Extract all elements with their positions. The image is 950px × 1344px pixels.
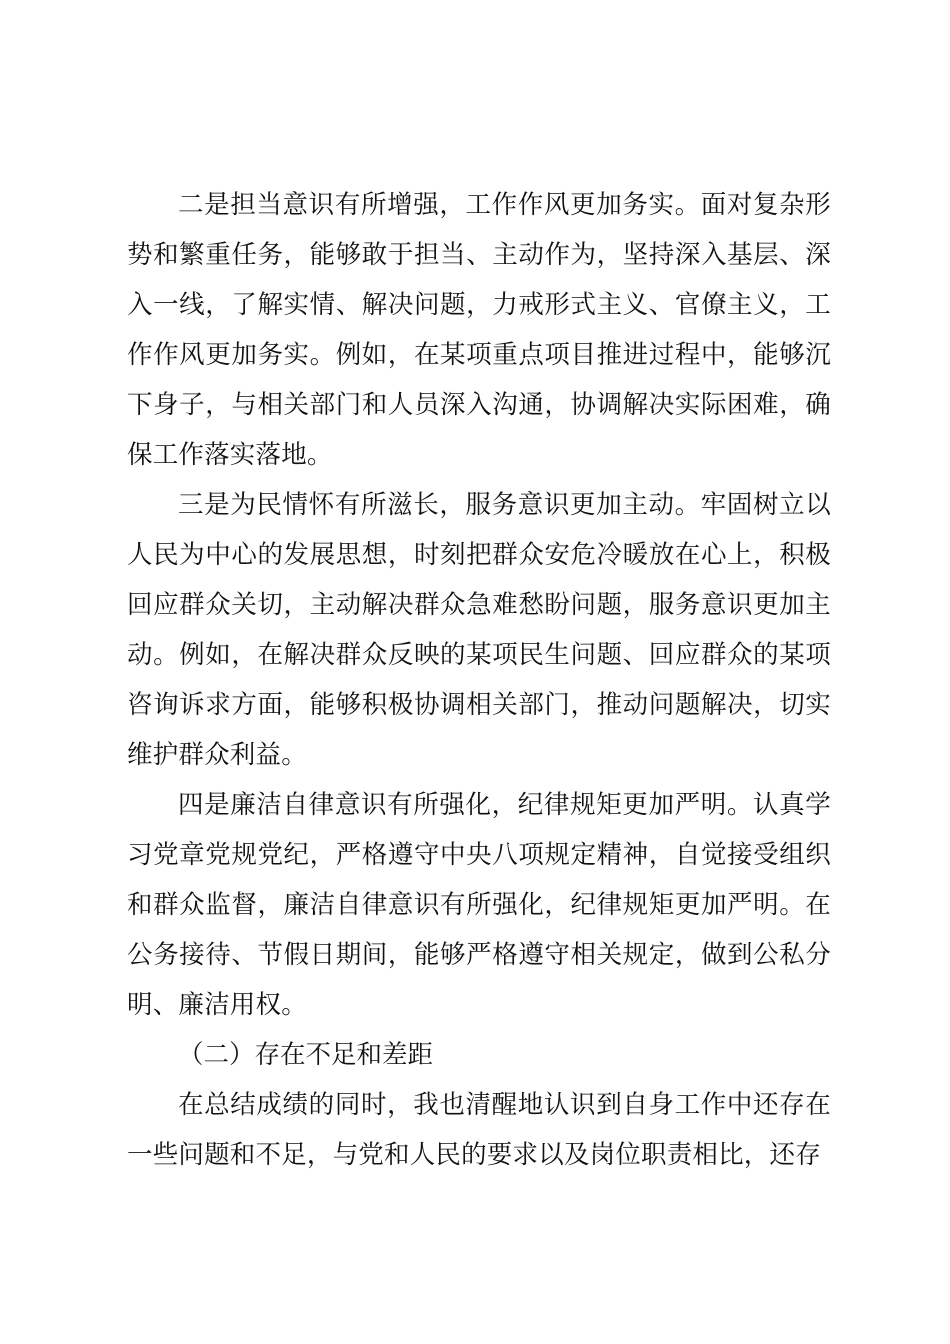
document-body xyxy=(127,180,831,1180)
paragraph-shortcomings-intro: 在总结成绩的同时，我也清醒地认识到自身工作中还存在一些问题和不足，与党和人民的要求以及岗位职责相比，还存 xyxy=(127,1090,831,1170)
section-heading-shortcomings: （二）存在不足和差距 xyxy=(178,1040,434,1070)
paragraph-people-service: 三是为民情怀有所滋长，服务意识更加主动。牢固树立以人民为中心的发展思想，时刻把群众安危冷暖放在心上，积极回应群众关切，主动解决群众急难愁盼问题，服务意识更加主动。例如，在解决群众反映的某项民生问题、回应群众的某项咨询诉求方面，能够积极协调相关部门，推动问题解决，切实维护群众利益。 xyxy=(127,490,831,770)
paragraph-responsibility: 二是担当意识有所增强，工作作风更加务实。面对复杂形势和繁重任务，能够敢于担当、主动作为，坚持深入基层、深入一线，了解实情、解决问题，力戒形式主义、官僚主义，工作作风更加务实。例如，在某项重点项目推进过程中，能够沉下身子，与相关部门和人员深入沟通，协调解决实际困难，确保工作落实落地。 xyxy=(127,190,831,470)
paragraph-self-discipline: 四是廉洁自律意识有所强化，纪律规矩更加严明。认真学习党章党规党纪，严格遵守中央八项规定精神，自觉接受组织和群众监督，廉洁自律意识有所强化，纪律规矩更加严明。在公务接待、节假日期间，能够严格遵守相关规定，做到公私分明、廉洁用权。 xyxy=(127,790,831,1020)
